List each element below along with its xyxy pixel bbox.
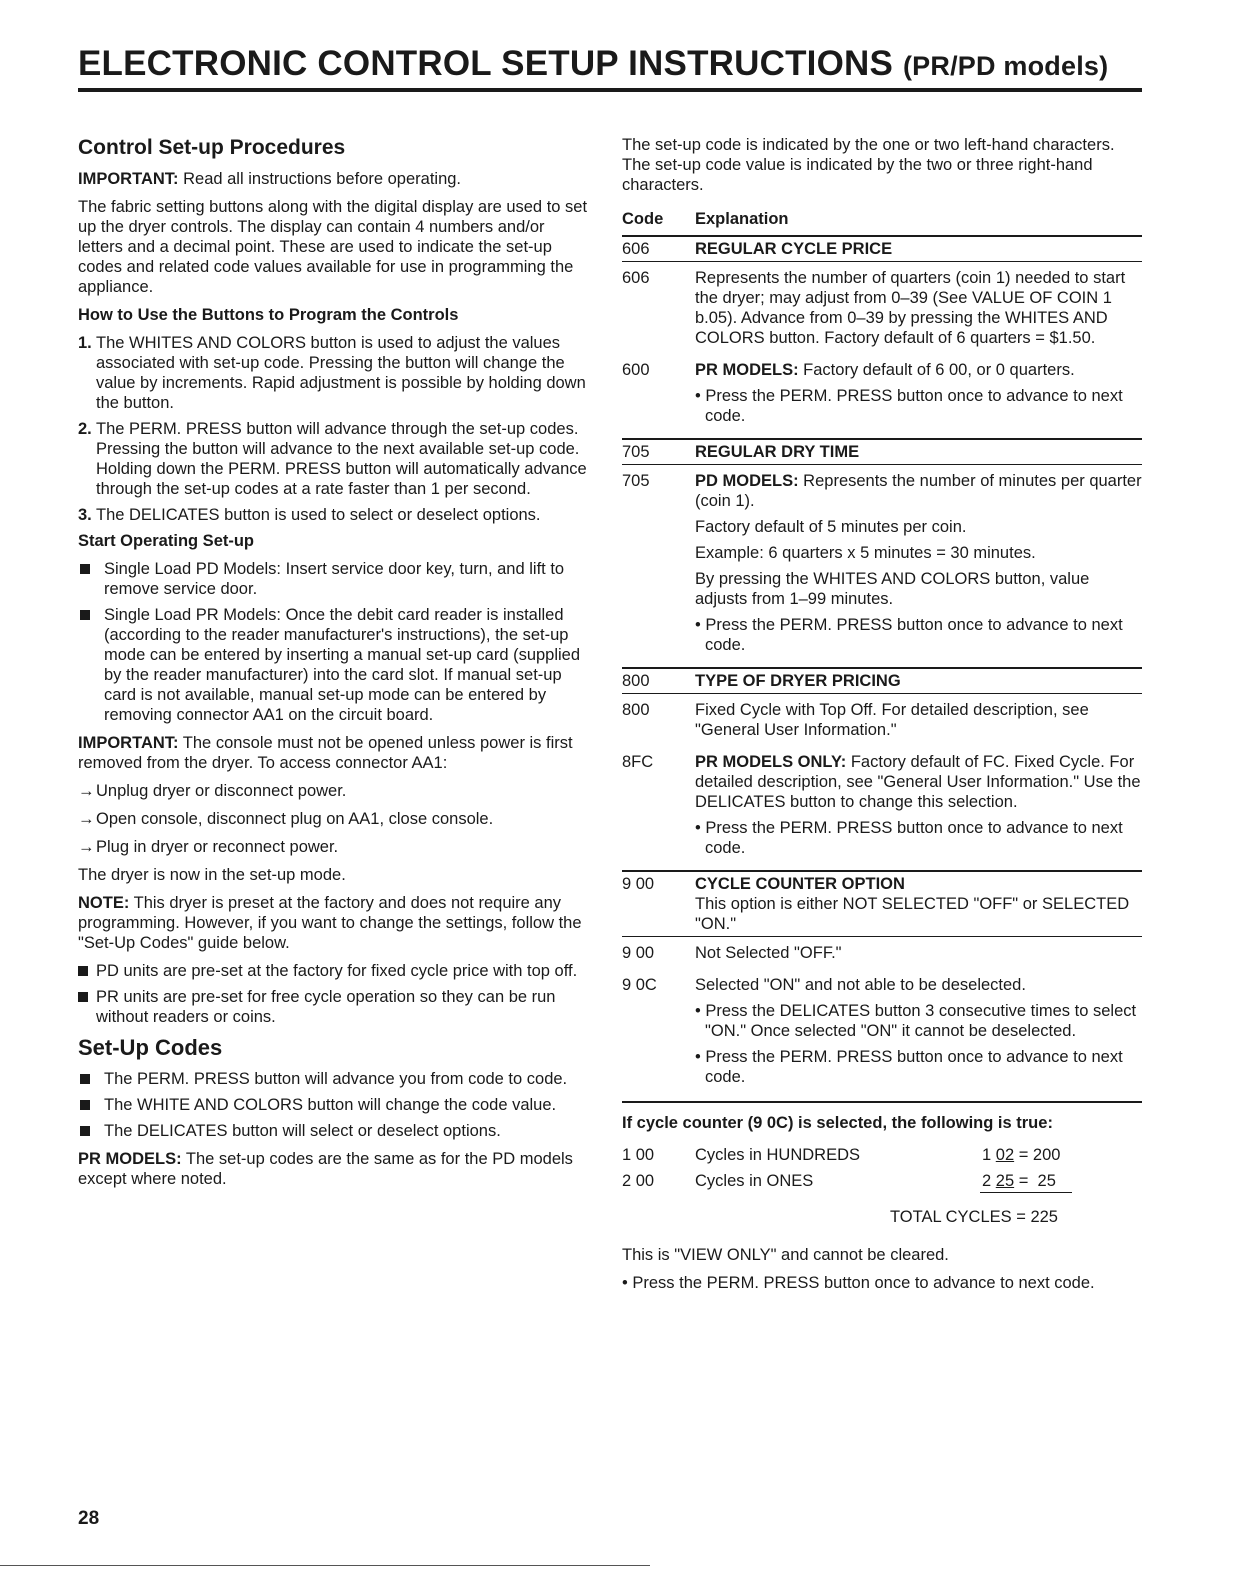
important-text: Read all instructions before operating. <box>178 170 462 188</box>
row-text: Factory default of 5 minutes per coin. <box>695 518 967 536</box>
arrow-step-text: Open console, disconnect plug on AA1, close console. <box>96 810 494 828</box>
code-value: 705 <box>622 443 650 461</box>
row-text <box>695 471 1142 511</box>
square-bullet-icon <box>78 966 88 976</box>
arrow-step <box>78 837 593 857</box>
arrow-icon: → <box>78 810 95 828</box>
table-row <box>622 943 1142 969</box>
square-bullet-icon <box>80 610 90 620</box>
right-column <box>622 135 1142 1293</box>
calc-prefix: 1 <box>982 1146 996 1164</box>
table-row <box>622 268 1142 354</box>
step-number: 3. <box>78 506 92 524</box>
arrow-icon: → <box>78 782 95 800</box>
square-bullet-icon <box>80 1126 90 1136</box>
section-title: REGULAR DRY TIME <box>695 443 860 461</box>
table-row <box>622 752 1142 864</box>
total-cycles: TOTAL CYCLES = 225 <box>890 1208 1058 1226</box>
code-value: 600 <box>622 361 650 379</box>
row-text: Represents the number of quarters (coin 1) needed to start the dryer; may adjust from 0–39 (See VALUE OF COIN 1 b.05). Advance from 0–39 by pressing the WHITES AND COLORS button. Factory default of 6 quarters = $1.50. <box>695 269 1126 347</box>
step-number: 1. <box>78 334 92 352</box>
setup-mode-text: The dryer is now in the set-up mode. <box>78 866 346 884</box>
list-item <box>78 559 593 599</box>
code-value: 9 00 <box>622 875 655 893</box>
arrow-step <box>78 809 593 829</box>
square-bullet-icon <box>78 992 88 1002</box>
important-power-note <box>78 733 593 773</box>
row-text <box>695 360 1142 380</box>
control-setup-heading: Control Set-up Procedures <box>78 136 346 159</box>
model-label: PR MODELS ONLY: <box>695 753 847 771</box>
table-row <box>622 1171 1142 1191</box>
list-item <box>78 419 593 499</box>
intro-paragraph: The fabric setting buttons along with the digital display are used to set up the dryer controls. The display can contain 4 numbers and/or letters and a decimal point. These are used to indicate the set-up codes and related code values available for use in programming the appliance. <box>78 198 588 296</box>
item-text: The PERM. PRESS button will advance you from code to code. <box>104 1070 568 1088</box>
calc-prefix: 2 <box>982 1172 996 1190</box>
section-title: TYPE OF DRYER PRICING <box>695 672 901 690</box>
row-description: Cycles in ONES <box>695 1172 814 1190</box>
setup-codes-list <box>78 1069 593 1141</box>
row-text <box>695 752 1142 812</box>
calc-result: = 25 <box>1014 1172 1056 1190</box>
note-paragraph <box>78 893 593 953</box>
start-setup-list <box>78 559 593 725</box>
item-text: The DELICATES button will select or deselect options. <box>104 1122 501 1140</box>
item-text: PD units are pre-set at the factory for fixed cycle price with top off. <box>96 962 578 980</box>
row-bullet: • Press the PERM. PRESS button once to advance to next code. <box>695 819 1123 857</box>
page-title <box>78 44 1108 84</box>
row-text: Selected "ON" and not able to be deselected. <box>695 976 1026 994</box>
title-rule <box>78 88 1142 92</box>
list-item <box>78 1095 593 1115</box>
bottom-rule <box>0 1565 650 1566</box>
model-label: PR MODELS: <box>695 361 799 379</box>
important-note <box>78 169 593 189</box>
table-row <box>622 360 1142 432</box>
column-header-explanation: Explanation <box>695 210 789 228</box>
calc-value: 25 <box>995 1172 1015 1190</box>
arrow-step <box>78 781 593 801</box>
view-only-text: This is "VIEW ONLY" and cannot be cleared. <box>622 1246 949 1264</box>
list-item <box>78 605 593 725</box>
button-steps-list <box>78 333 593 525</box>
divider <box>622 936 1142 937</box>
section-row-pricing <box>622 667 1142 694</box>
pr-models-label: PR MODELS: <box>78 1150 182 1168</box>
title-suffix: (PR/PD models) <box>902 51 1109 81</box>
calc-result: = 200 <box>1014 1146 1061 1164</box>
important-label: IMPORTANT: <box>78 734 179 752</box>
preset-list <box>78 961 593 1027</box>
list-item <box>78 333 593 413</box>
code-value: 800 <box>622 701 650 719</box>
pr-models-note <box>78 1149 593 1189</box>
model-label: PD MODELS: <box>695 472 799 490</box>
row-detail: Factory default of 6 00, or 0 quarters. <box>798 361 1075 379</box>
section-title: CYCLE COUNTER OPTION <box>695 875 905 893</box>
row-text: Fixed Cycle with Top Off. For detailed description, see "General User Information." <box>695 701 1089 739</box>
start-setup-subheading: Start Operating Set-up <box>78 532 255 550</box>
arrow-step-text: Unplug dryer or disconnect power. <box>96 782 347 800</box>
row-bullet: • Press the PERM. PRESS button once to advance to next code. <box>695 616 1123 654</box>
section-text: This option is either NOT SELECTED "OFF" or SELECTED "ON." <box>695 895 1130 933</box>
note-text: This dryer is preset at the factory and does not require any programming. However, if you want to change the settings, follow the "Set-Up Codes" guide below. <box>78 894 582 952</box>
list-item <box>78 961 593 981</box>
table-end-rule <box>622 1101 1142 1103</box>
row-calculation <box>982 1171 1056 1191</box>
pr-models-text: The set-up codes are the same as for the PD models except where noted. <box>78 1150 573 1188</box>
square-bullet-icon <box>80 1100 90 1110</box>
step-text: The PERM. PRESS button will advance through the set-up codes. Pressing the button will advance to the next available set-up code. Holding down the PERM. PRESS button will automatically advance through the set-up codes at a rate faster than 1 per second. <box>96 420 587 498</box>
cycle-counter-block <box>622 1145 1142 1231</box>
list-item <box>78 1069 593 1089</box>
table-header <box>622 209 1142 229</box>
row-detail: Factory default of FC. Fixed Cycle. For detailed description, see "General User Information." Use the DELICATES button to change this selection. <box>695 753 1141 811</box>
code-value: 800 <box>622 672 650 690</box>
important-label: IMPORTANT: <box>78 170 179 188</box>
list-item <box>78 1121 593 1141</box>
arrow-icon: → <box>78 838 95 856</box>
section-row-cycle-counter <box>622 870 1142 936</box>
list-item <box>78 505 593 525</box>
code-value: 705 <box>622 472 650 490</box>
item-text: PR units are pre-set for free cycle operation so they can be run without readers or coins. <box>96 988 556 1026</box>
code-value: 9 00 <box>622 944 655 962</box>
item-text: The WHITE AND COLORS button will change the code value. <box>104 1096 557 1114</box>
page-number: 28 <box>78 1508 100 1529</box>
row-bullet: • Press the DELICATES button 3 consecutive times to select "ON." Once selected "ON" it cannot be deselected. <box>695 1002 1137 1040</box>
code-intro: The set-up code is indicated by the one or two left-hand characters. The set-up code value is indicated by the two or three right-hand characters. <box>622 136 1115 194</box>
row-text: By pressing the WHITES AND COLORS button, value adjusts from 1–99 minutes. <box>695 570 1090 608</box>
table-row <box>622 1145 1142 1165</box>
item-text: Single Load PR Models: Once the debit card reader is installed (according to the reader manufacturer's instructions), the set-up mode can be entered by inserting a manual set-up card (supplied by the reader manufacturer) into the card slot. If manual set-up card is not available, manual set-up mode can be entered by removing connector AA1 on the circuit board. <box>104 606 581 724</box>
row-detail: Represents the number of minutes per quarter (coin 1). <box>695 472 1142 510</box>
row-text: Not Selected "OFF." <box>695 944 842 962</box>
code-value: 1 00 <box>622 1146 655 1164</box>
column-header-code: Code <box>622 210 664 228</box>
final-bullet: • Press the PERM. PRESS button once to advance to next code. <box>622 1274 1095 1292</box>
section-row-cycle-price <box>622 235 1142 262</box>
row-bullet: • Press the PERM. PRESS button once to advance to next code. <box>695 1048 1123 1086</box>
setup-codes-heading: Set-Up Codes <box>78 1035 223 1060</box>
code-table <box>622 209 1142 1103</box>
code-value: 2 00 <box>622 1172 655 1190</box>
row-description: Cycles in HUNDREDS <box>695 1146 861 1164</box>
code-value: 9 0C <box>622 976 657 994</box>
square-bullet-icon <box>80 1074 90 1084</box>
code-value: 8FC <box>622 753 654 771</box>
code-value: 606 <box>622 240 650 258</box>
title-main: ELECTRONIC CONTROL SETUP INSTRUCTIONS <box>78 44 894 83</box>
buttons-subheading: How to Use the Buttons to Program the Controls <box>78 306 459 324</box>
note-label: NOTE: <box>78 894 130 912</box>
table-row <box>622 471 1142 661</box>
arrow-step-text: Plug in dryer or reconnect power. <box>96 838 339 856</box>
step-text: The DELICATES button is used to select or deselect options. <box>96 506 541 524</box>
row-calculation <box>982 1145 1060 1165</box>
calc-value: 02 <box>995 1146 1015 1164</box>
square-bullet-icon <box>80 564 90 574</box>
row-text: Example: 6 quarters x 5 minutes = 30 minutes. <box>695 544 1036 562</box>
step-text: The WHITES AND COLORS button is used to adjust the values associated with set-up code. Pressing the button will change the value by increments. Rapid adjustment is possible by holding down the button. <box>96 334 586 412</box>
cycle-counter-heading: If cycle counter (9 0C) is selected, the following is true: <box>622 1114 1053 1132</box>
left-column <box>78 135 593 1197</box>
table-row <box>622 975 1142 1093</box>
important-text: The console must not be opened unless power is first removed from the dryer. To access connector AA1: <box>78 734 573 772</box>
list-item <box>78 987 593 1027</box>
code-value: 606 <box>622 269 650 287</box>
section-row-dry-time <box>622 438 1142 465</box>
sum-rule <box>980 1192 1072 1193</box>
row-bullet: • Press the PERM. PRESS button once to advance to next code. <box>695 387 1123 425</box>
section-title: REGULAR CYCLE PRICE <box>695 240 893 258</box>
table-row <box>622 700 1142 746</box>
item-text: Single Load PD Models: Insert service door key, turn, and lift to remove service door. <box>104 560 565 598</box>
step-number: 2. <box>78 420 92 438</box>
